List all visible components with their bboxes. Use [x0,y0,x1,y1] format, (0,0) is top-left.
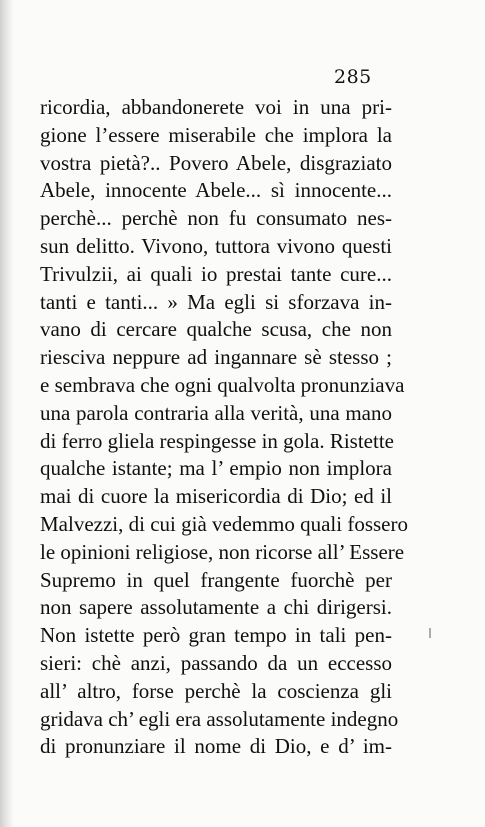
text-line: perchè... perchè non fu consumato nes- [40,206,392,231]
text-line: di pronunziare il nome di Dio, e d’ im- [40,734,392,759]
text-line: all’ altro, forse perchè la coscienza gli [40,678,392,703]
text-line: Trivulzii, ai quali io prestai tante cure... [40,261,392,286]
text-line: gione l’essere miserabile che implora la [40,122,392,147]
text-line: Supremo in quel frangente fuorchè per [40,567,392,592]
text-line: qualche istante; ma l’ empio non implora [40,456,392,481]
text-line: Non istette però gran tempo in tali pen- [40,623,392,648]
page-gutter-shadow [0,0,14,827]
text-line: le opinioni religiose, non ricorse all’ Essere [40,539,405,564]
margin-mark [429,628,431,638]
text-line: e sembrava che ogni qualvolta pronunziava [40,372,405,397]
text-line: Malvezzi, di cui già vedemmo quali fossero [40,511,408,536]
text-line: vostra pietà?.. Povero Abele, disgraziato [40,150,392,175]
text-line: Abele, innocente Abele... sì innocente... [40,178,392,203]
text-line: sun delitto. Vivono, tuttora vivono questi [40,233,392,258]
body-text [40,94,408,761]
text-line: sieri: chè anzi, passando da un eccesso [40,650,392,675]
page-number: 285 [334,66,372,88]
text-line: una parola contraria alla verità, una mano [40,400,392,425]
text-line: non sapere assolutamente a chi dirigersi. [40,595,392,620]
text-line: mai di cuore la misericordia di Dio; ed il [40,484,392,509]
text-line: ricordia, abbandonerete voi in una pri- [40,95,392,119]
text-line: vano di cercare qualche scusa, che non [40,317,392,342]
text-line: tanti e tanti... » Ma egli si sforzava in- [40,289,392,314]
text-line: riesciva neppure ad ingannare sè stesso ; [40,345,392,370]
text-line: di ferro gliela respingesse in gola. Ristette [40,428,394,453]
text-line: gridava ch’ egli era assolutamente indegno [40,706,399,731]
